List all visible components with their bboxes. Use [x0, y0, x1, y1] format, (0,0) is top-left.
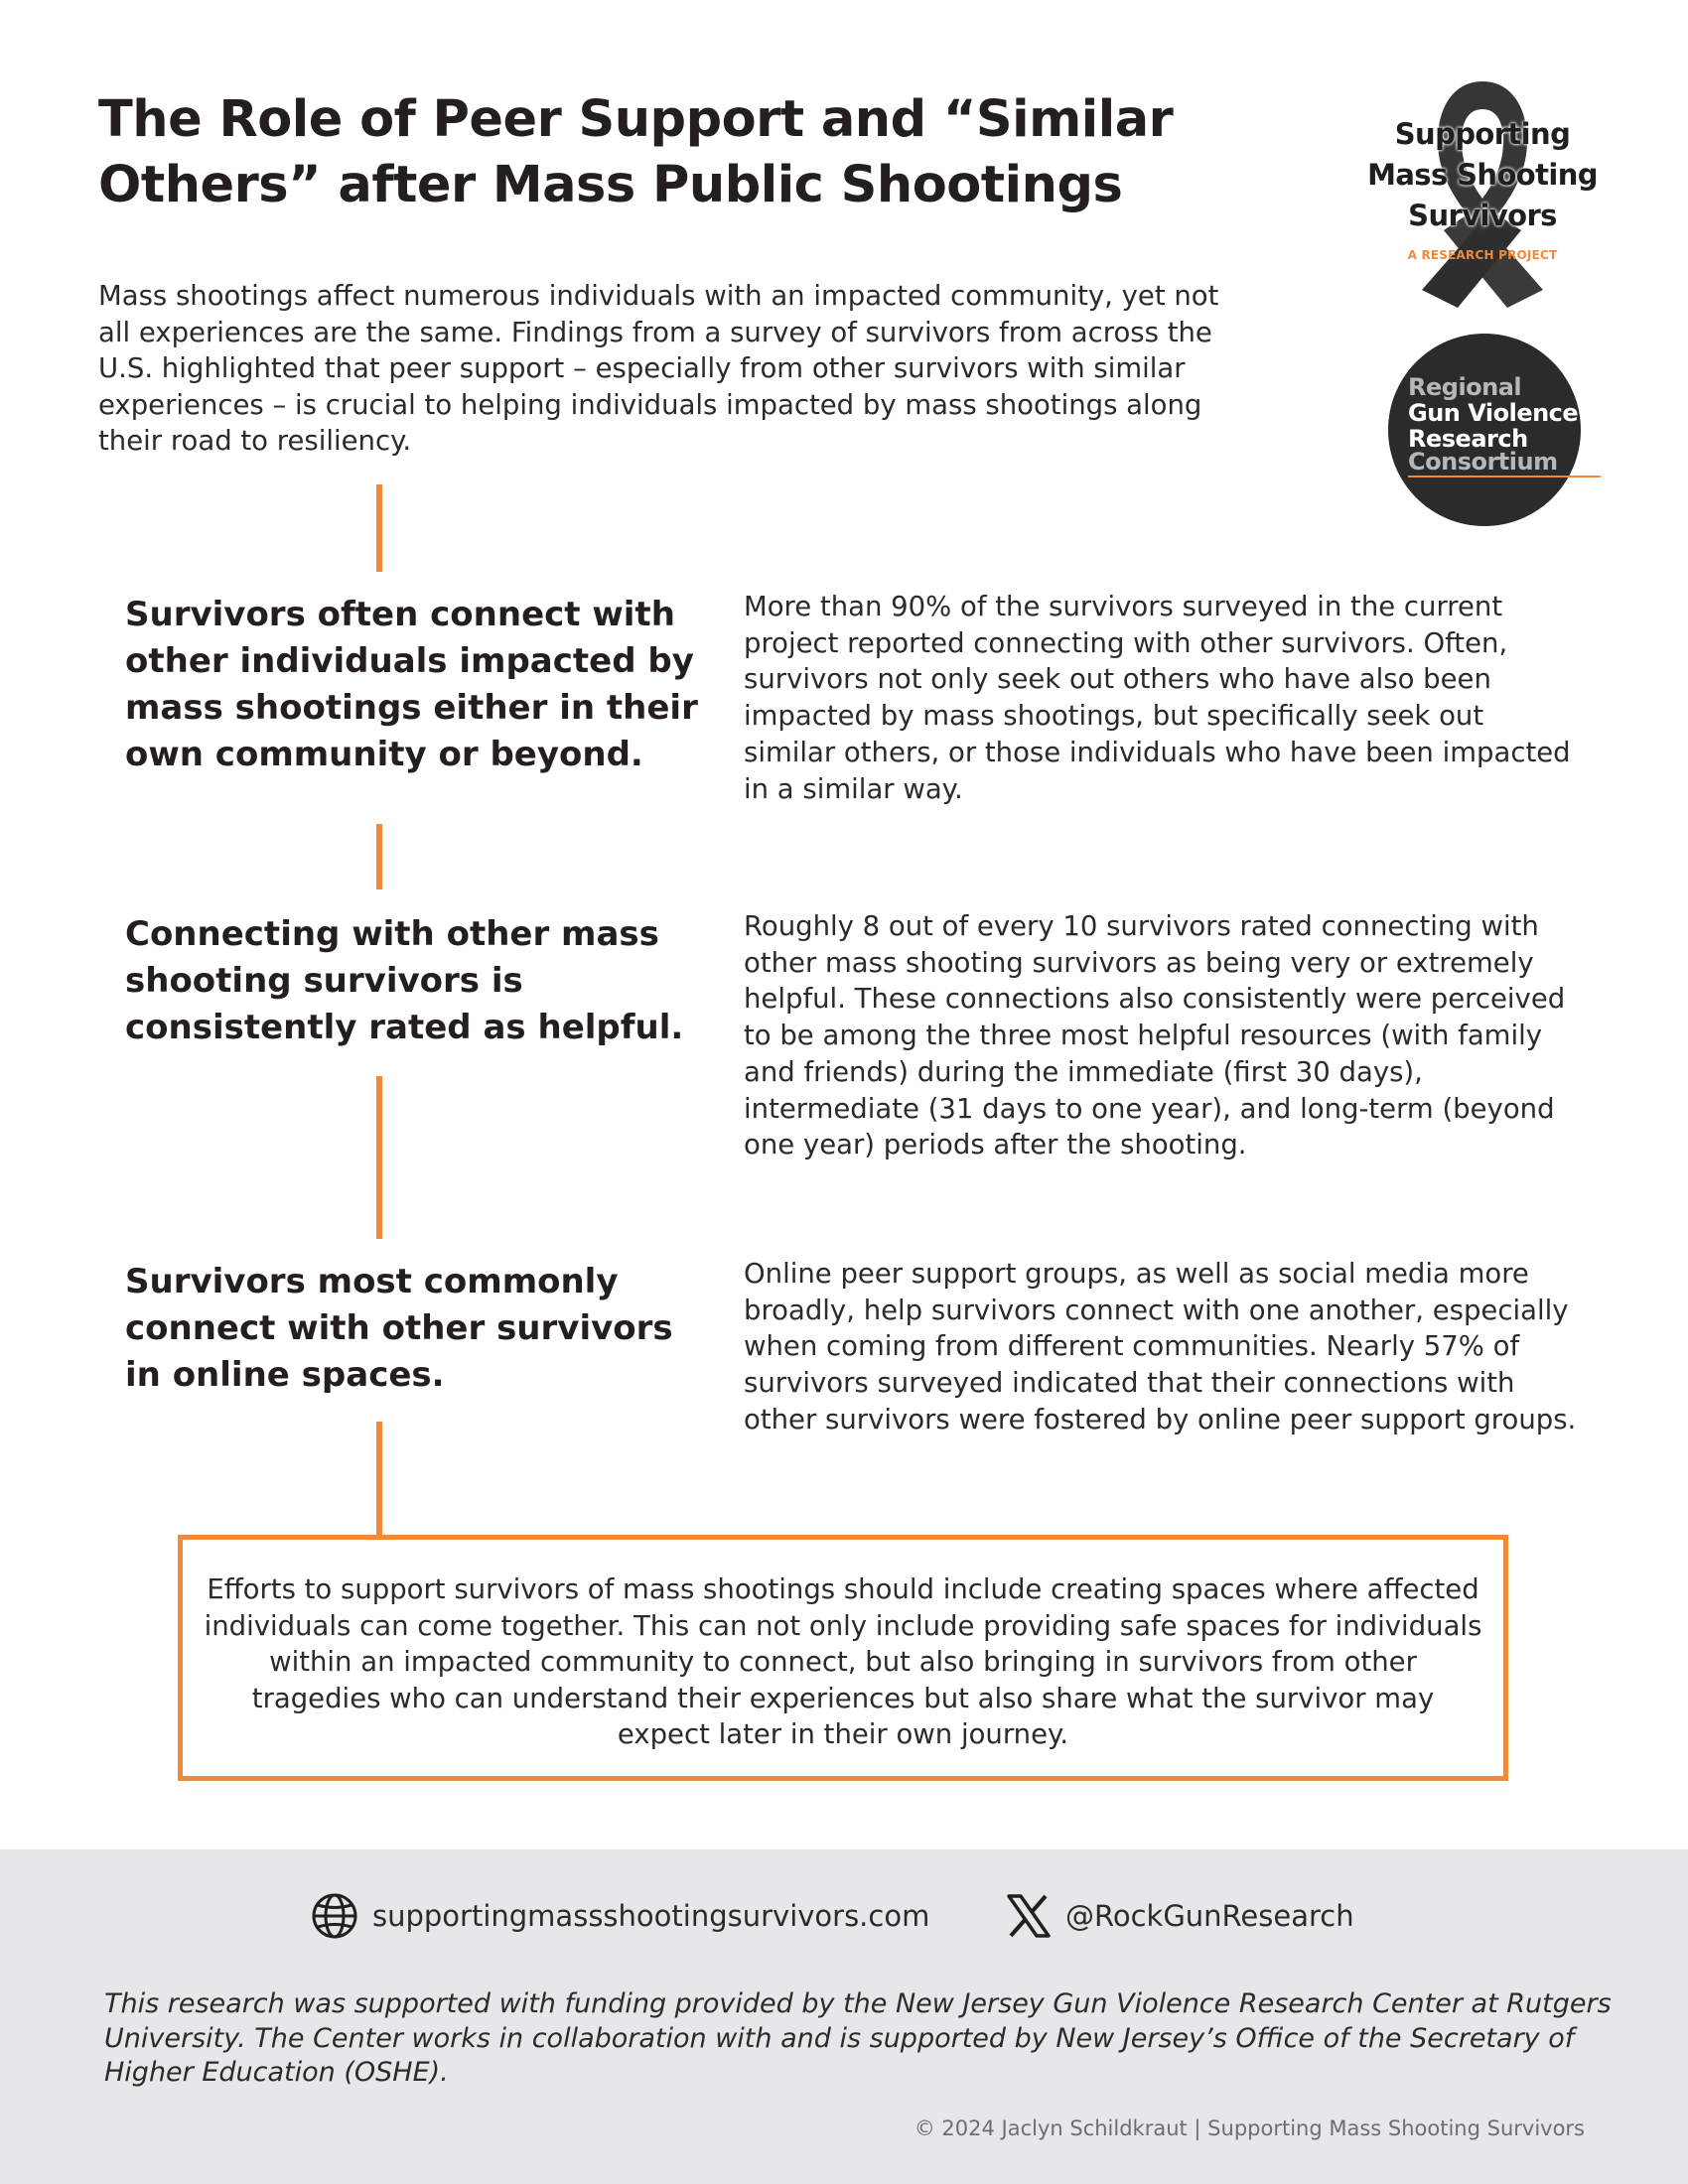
x-logo-icon: [1006, 1894, 1052, 1938]
consortium-line-2: Gun Violence: [1408, 399, 1579, 427]
copyright: © 2024 Jaclyn Schildkraut | Supporting Mass Shooting Survivors: [914, 2116, 1585, 2140]
finding-body: Roughly 8 out of every 10 survivors rated connecting with other mass shooting survivors as being very or extremely helpful. These connections also consistently were perceived to be among the three most helpful resources (with family and friends) during the immediate (first 30 days), intermediate (31 days to one year), and long-term (beyond one year) periods after the shooting.: [744, 910, 1566, 1161]
globe-icon: [311, 1892, 358, 1940]
consortium-line-3: Research: [1408, 425, 1528, 453]
consortium-line-4: Consortium: [1408, 448, 1558, 476]
supporting-survivors-logo: [1358, 77, 1607, 316]
consortium-logo: [1388, 334, 1581, 526]
logo-tagline: A RESEARCH PROJECT: [1407, 248, 1558, 262]
social-link[interactable]: [1006, 1894, 1354, 1938]
recommendation-callout: [178, 1535, 1508, 1781]
logo-word-1: Supporting: [1394, 117, 1571, 151]
social-handle[interactable]: @RockGunResearch: [1065, 1899, 1354, 1933]
page-title: The Role of Peer Support and “Similar Others” after Mass Public Shootings: [98, 90, 1174, 214]
finding-heading: Survivors often connect with other individuals impacted by mass shootings either in their own community or beyond.: [125, 595, 698, 774]
consortium-accent-line: [1408, 476, 1601, 478]
timeline-connector: [376, 824, 382, 889]
recommendation-text: Efforts to support survivors of mass shootings should include creating spaces where affected individuals can come together. This can not only include providing safe spaces for individuals within an impacted community to connect, but also bringing in survivors from other tragedies who can understand their experiences but also share what the survivor may expect later in their own journey.: [204, 1573, 1482, 1750]
funding-statement: This research was supported with funding provided by the New Jersey Gun Violence Research Center at Rutgers University. The Center works in collaboration with and is supported by New Jersey’s Office of the Secretary of Higher Education (OSHE).: [104, 1988, 1612, 2089]
ribbon-icon: [1358, 77, 1607, 316]
timeline-connector: [376, 1422, 382, 1537]
website-text[interactable]: supportingmassshootingsurvivors.com: [372, 1899, 930, 1933]
finding-heading: Connecting with other mass shooting survivors is consistently rated as helpful.: [125, 914, 684, 1047]
website-link[interactable]: [311, 1894, 929, 1938]
finding-body: Online peer support groups, as well as social media more broadly, help survivors connect with one another, especially when coming from different communities. Nearly 57% of survivors surveyed indicated that their connections with other survivors were fostered by online peer support groups.: [744, 1258, 1577, 1435]
finding-heading: Survivors most commonly connect with other survivors in online spaces.: [125, 1262, 673, 1395]
timeline-connector: [376, 1076, 382, 1239]
consortium-line-1: Regional: [1408, 373, 1522, 401]
logo-word-2: Mass Shooting: [1367, 158, 1598, 192]
intro-paragraph: Mass shootings affect numerous individuals with an impacted community, yet not all experiences are the same. Findings from a survey of survivors from across the U.S. highlighted that peer support – especially from other survivors with similar experiences – is crucial to helping individuals impacted by mass shootings along their road to resiliency.: [98, 280, 1219, 457]
logo-word-3: Survivors: [1408, 199, 1557, 232]
finding-body: More than 90% of the survivors surveyed in the current project reported connecting with other survivors. Often, survivors not only seek out others who have also been impacted by mass shootings, but specifically seek out similar others, or those individuals who have been impacted in a similar way.: [744, 591, 1571, 805]
timeline-connector: [376, 484, 382, 572]
